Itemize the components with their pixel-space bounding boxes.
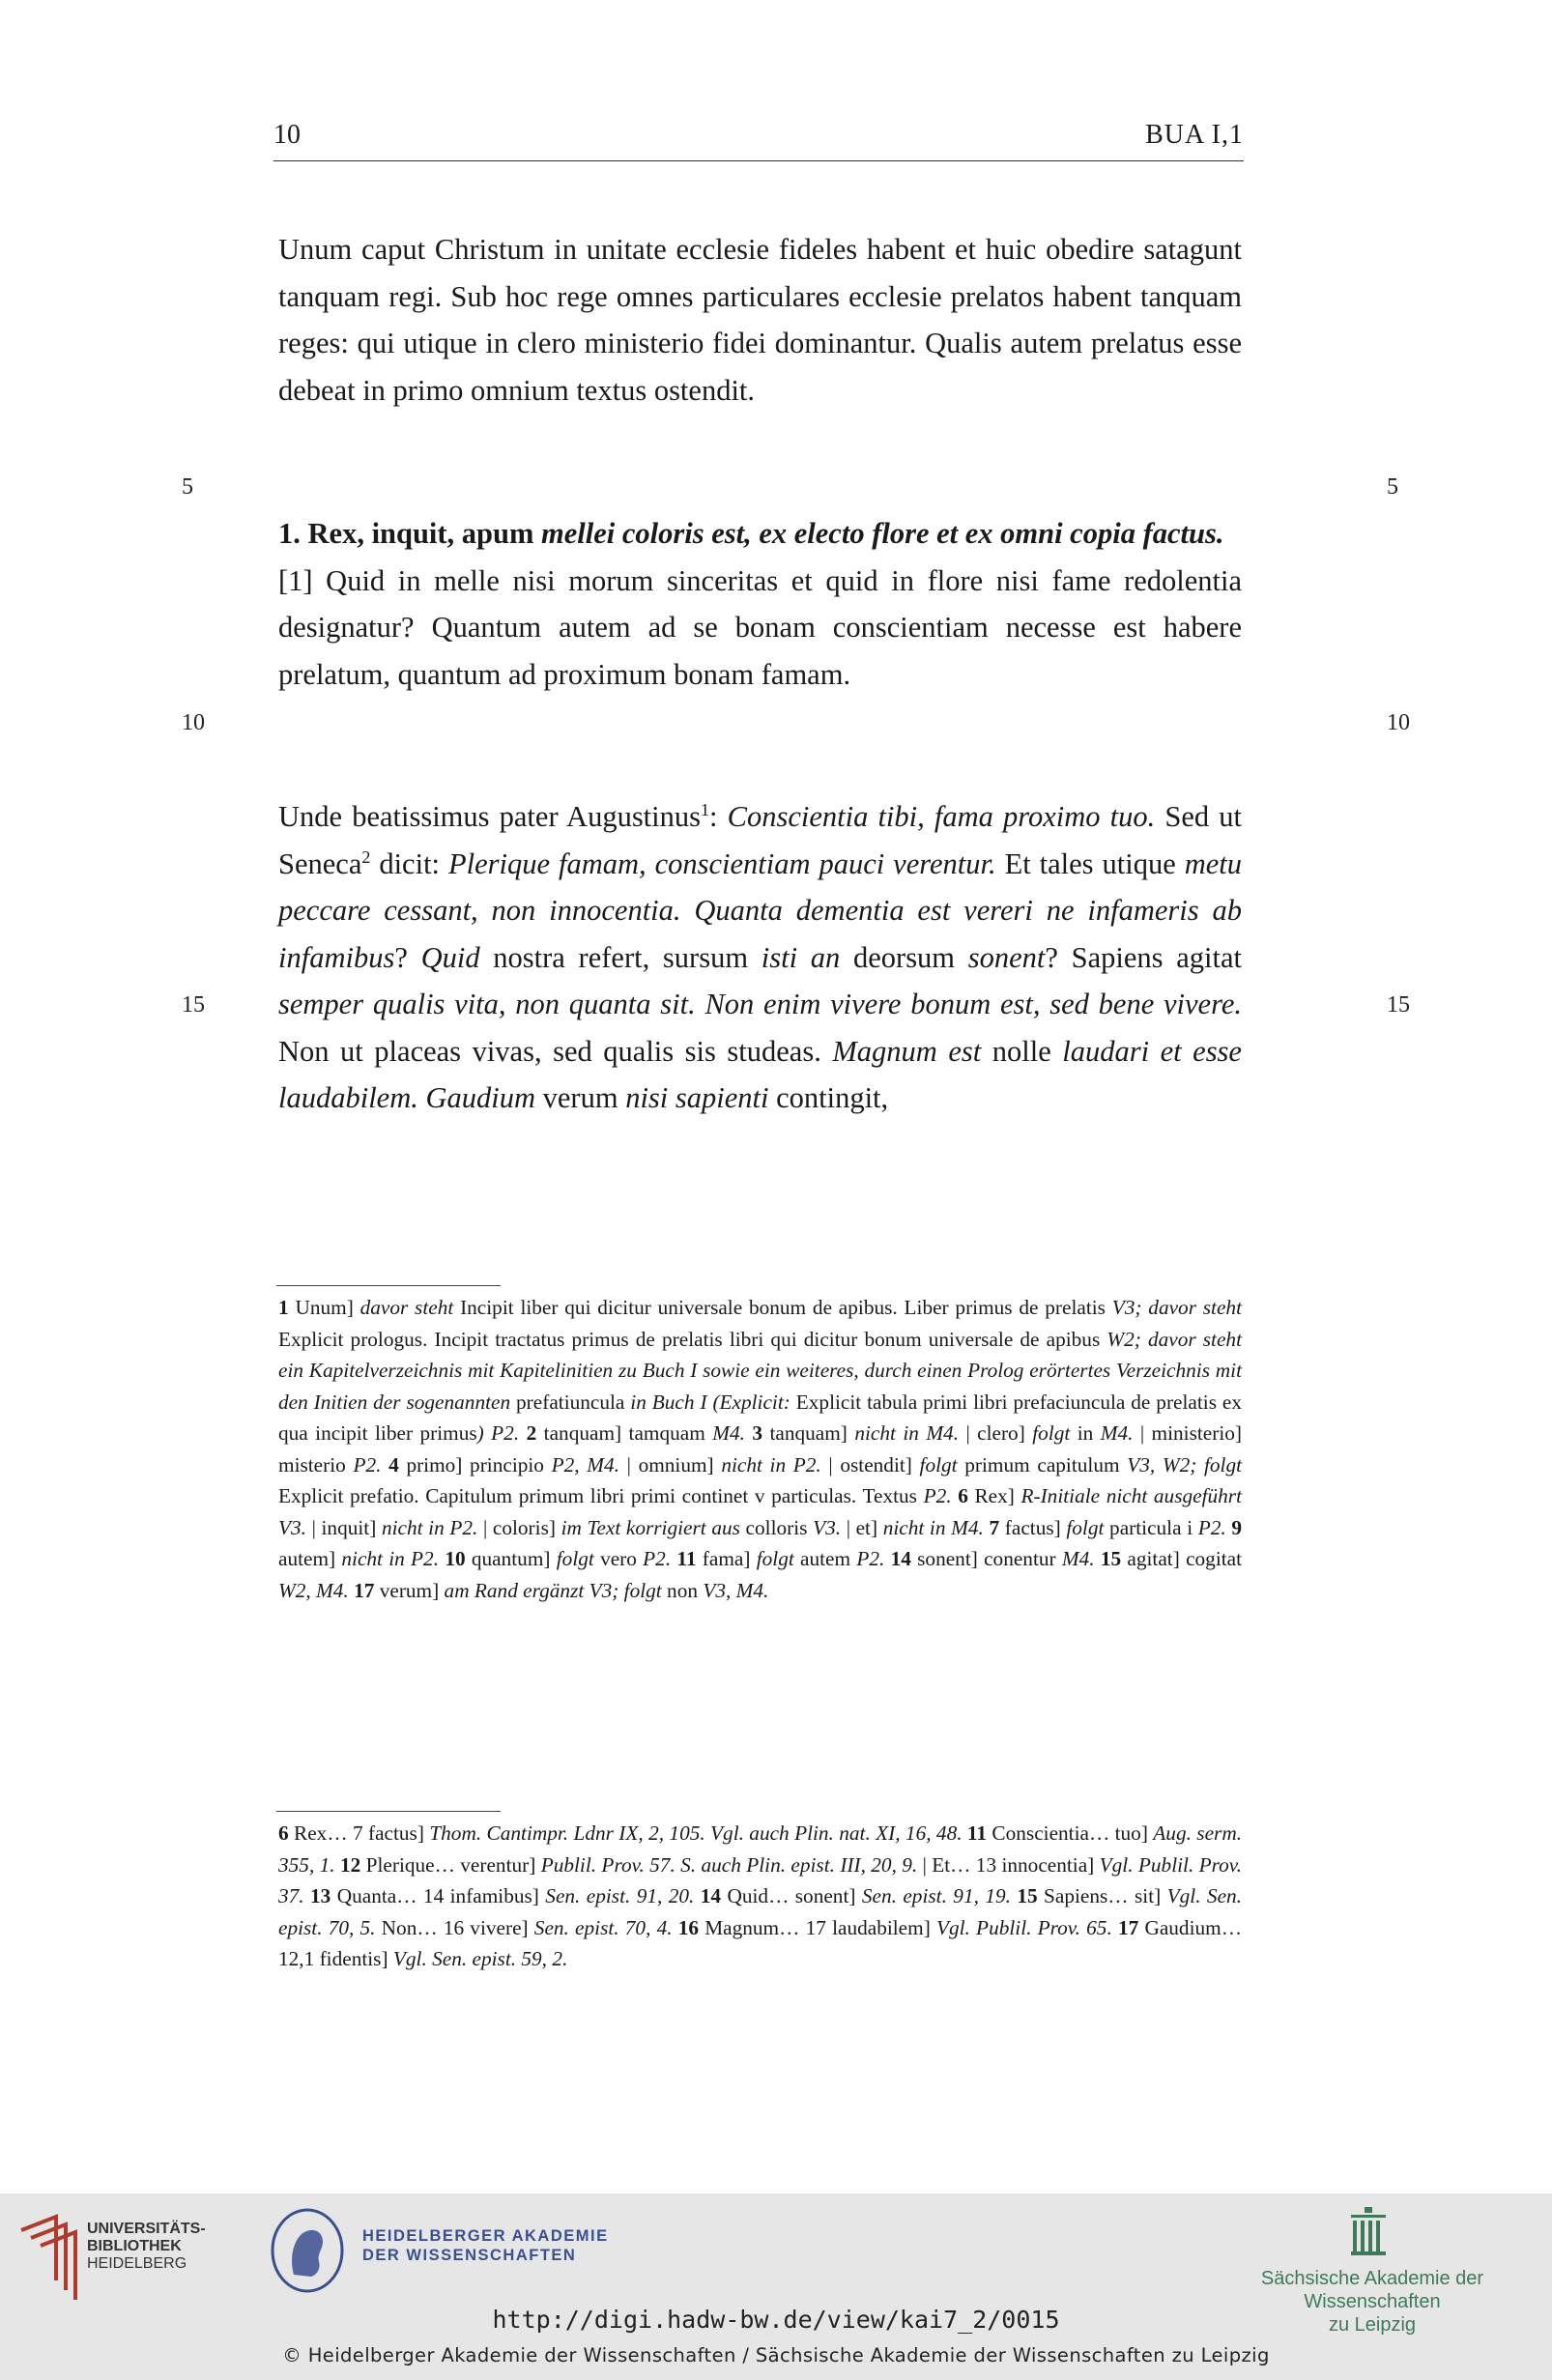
- saw-line-1: Sächsische Akademie der Wissenschaften: [1260, 2268, 1484, 2312]
- quotation-note-marker: 2: [361, 846, 371, 867]
- apparatus-italic-run: V3; davor steht: [1111, 1296, 1242, 1319]
- sources-text-run: Conscientia… tuo]: [987, 1821, 1154, 1845]
- sources-text-run: Sapiens… sit]: [1037, 1884, 1167, 1907]
- apparatus-line-ref: 14: [890, 1547, 911, 1570]
- quotation-italic-run: Conscientia tibi, fama proximo tuo.: [727, 800, 1156, 833]
- apparatus-text-run: Explicit prologus. Incipit tractatus primus de prelatis libri qui dicitur bonum universale de apibus: [278, 1327, 1107, 1351]
- sources-italic-run: Publil. Prov. 57. S. auch Plin. epist. III, 20, 9.: [540, 1852, 918, 1877]
- apparatus-italic-run: nicht in P2.: [341, 1547, 440, 1570]
- sources-italic-run: Sen. epist. 91, 20.: [545, 1884, 695, 1907]
- line-number-left-15: 15: [182, 992, 205, 1018]
- quotation-text-run: Et tales utique: [995, 846, 1185, 880]
- apparatus-line-ref: 3: [752, 1421, 763, 1445]
- quotation-text-run: contingit,: [768, 1081, 889, 1114]
- sources-italic-run: Sen. epist. 70, 4.: [533, 1915, 673, 1939]
- saw-line-2: zu Leipzig: [1328, 2314, 1417, 2336]
- apparatus-text-run: | inquit]: [305, 1515, 382, 1539]
- permalink[interactable]: http://digi.hadw-bw.de/view/kai7_2/0015: [492, 2306, 1060, 2334]
- apparatus-italic-run: davor steht: [359, 1296, 454, 1319]
- apparatus-italic-run: folgt: [1032, 1421, 1071, 1445]
- ub-heidelberg-name: [87, 2221, 206, 2273]
- apparatus-text-run: factus]: [999, 1515, 1067, 1539]
- apparatus-text-run: Incipit liber qui dicitur universale bonum de apibus. Liber primus de prelatis: [453, 1296, 1112, 1319]
- quotation-italic-run: semper qualis vita, non quanta sit. Non enim vivere bonum est, sed bene vivere.: [278, 988, 1242, 1020]
- quotation-italic-run: Quid: [420, 940, 480, 974]
- apparatus-line-ref: 7: [989, 1515, 1000, 1539]
- sources-text-run: Magnum… 17 laudabilem]: [699, 1915, 936, 1939]
- apparatus-text-run: primum capitulum: [957, 1452, 1128, 1477]
- line-number-right-5: 5: [1387, 474, 1398, 500]
- sources-apparatus: [278, 1818, 1242, 1975]
- apparatus-line-ref: 11: [676, 1547, 697, 1570]
- apparatus-line-ref: 2: [526, 1421, 537, 1445]
- quotation-text-run: deorsum: [840, 940, 968, 974]
- apparatus-text-run: verum]: [374, 1578, 445, 1602]
- sources-italic-run: Sen. epist. 91, 19.: [861, 1884, 1011, 1907]
- apparatus-text-run: Explicit prefatio. Capitulum primum libri primi continet v particulas. Textus: [278, 1484, 924, 1507]
- sources-text-run: Quid… sonent]: [721, 1884, 862, 1907]
- apparatus-line-ref: 15: [1100, 1547, 1122, 1570]
- quotation-text-run: Unde beatissimus pater Augustinus: [278, 800, 702, 833]
- quotation-note-marker: 1: [701, 799, 710, 819]
- quotation-italic-run: isti an: [761, 940, 841, 974]
- apparatus-text-run: quantum]: [465, 1547, 557, 1570]
- apparatus-italic-run: V3.: [813, 1515, 842, 1539]
- hadw-line-1: HEIDELBERGER AKADEMIE: [362, 2227, 609, 2245]
- line-number-left-5: 5: [182, 474, 193, 500]
- sources-text-run: Non… 16 vivere]: [375, 1915, 534, 1939]
- apparatus-italic-run: P2.: [643, 1547, 672, 1570]
- quotation-italic-run: Plerique famam, conscientiam pauci verentur.: [447, 846, 996, 880]
- apparatus-italic-run: W2; davor steht ein Kapitelverzeichnis mit Kapitelinitien zu Buch I sowie ein weiteres, durch einen Prolog erörtertes Verzeichnis mit den Initien der sogenannten: [278, 1327, 1242, 1414]
- page-number: 10: [273, 120, 301, 150]
- line-number-right-10: 10: [1387, 710, 1410, 735]
- apparatus-italic-run: folgt: [1066, 1515, 1105, 1539]
- hadw-seal-icon: [269, 2207, 346, 2294]
- quotation-text-run: Non ut placeas vivas, sed qualis sis studeas.: [278, 1034, 833, 1068]
- sources-italic-run: Vgl. Publil. Prov. 37.: [278, 1852, 1242, 1907]
- apparatus-italic-run: R-Initiale nicht ausgeführt V3.: [278, 1484, 1243, 1539]
- quotation-text-run: ?: [394, 940, 421, 974]
- sources-line-ref: 12: [339, 1852, 361, 1877]
- sources-italic-run: Vgl. Publil. Prov. 65.: [935, 1915, 1112, 1939]
- apparatus-text-run: autem]: [278, 1547, 342, 1570]
- apparatus-italic-run: folgt: [756, 1547, 794, 1570]
- apparatus-italic-run: W2, M4.: [278, 1578, 349, 1602]
- apparatus-text-run: | omnium]: [618, 1452, 722, 1477]
- apparatus-text-run: Explicit tabula primi libri prefaciuncula de prelatis ex qua incipit liber primus: [278, 1390, 1242, 1445]
- apparatus-text-run: sonent] conentur: [910, 1547, 1062, 1570]
- sources-text-run: Rex… 7 factus]: [288, 1821, 430, 1845]
- edition-siglum: BUA I,1: [1145, 120, 1244, 150]
- quotation-italic-run: Magnum est: [832, 1034, 982, 1068]
- quotation-text-run: :: [709, 800, 728, 833]
- apparatus-text-run: agitat] cogitat: [1121, 1547, 1243, 1570]
- sources-line-ref: 17: [1117, 1915, 1139, 1939]
- chapter-heading: [278, 510, 1242, 558]
- apparatus-text-run: prefatiuncula: [510, 1390, 631, 1414]
- apparatus-text-run: tanquam]: [762, 1421, 855, 1445]
- apparatus-italic-run: P2, M4.: [551, 1452, 619, 1477]
- line-number-left-10: 10: [182, 710, 205, 735]
- chapter-one: [278, 510, 1242, 698]
- apparatus-italic-run: M4.: [1100, 1421, 1134, 1445]
- ub-line-2: BIBLIOTHEK: [87, 2238, 182, 2254]
- apparatus-italic-run: P2.: [923, 1484, 952, 1507]
- apparatus-text-run: particula i: [1104, 1515, 1198, 1539]
- chapter-body: [1] Quid in melle nisi morum sinceritas et quid in flore nisi fame redolentia designatur? Quantum autem ad se bonam conscientiam necesse est habere prelatum, quantum ad proximum bonam famam.: [278, 563, 1242, 691]
- apparatus-text-run: tanquam] tamquam: [536, 1421, 713, 1445]
- apparatus-italic-run: nicht in P2.: [381, 1515, 478, 1539]
- apparatus-text-run: Rex]: [967, 1484, 1021, 1507]
- sources-text-run: Plerique… verentur]: [360, 1852, 541, 1877]
- hadw-name: [362, 2226, 609, 2265]
- apparatus-italic-run: P2.: [353, 1452, 382, 1477]
- apparatus-italic-run: nicht in M4.: [854, 1421, 960, 1445]
- apparatus-text-run: [519, 1421, 526, 1445]
- apparatus-line-ref: 10: [445, 1547, 466, 1570]
- running-header: [273, 116, 1244, 161]
- apparatus-italic-run: V3, M4.: [703, 1578, 769, 1602]
- quotation-italic-run: laudari et esse laudabilem. Gaudium: [278, 1034, 1242, 1114]
- apparatus-line-ref: 6: [958, 1484, 968, 1507]
- sources-line-ref: 13: [310, 1884, 331, 1907]
- apparatus-italic-run: M4.: [1061, 1547, 1095, 1570]
- hadw-line-2: DER WISSENSCHAFTEN: [362, 2247, 577, 2264]
- apparatus-text-run: non: [661, 1578, 704, 1602]
- apparatus-italic-run: ) P2.: [476, 1421, 520, 1445]
- apparatus-line-ref: 17: [354, 1578, 375, 1602]
- sources-line-ref: 15: [1017, 1884, 1038, 1907]
- ub-line-1: UNIVERSITÄTS-: [87, 2221, 206, 2237]
- apparatus-text-run: | ostendit]: [820, 1452, 920, 1477]
- quotation-text-run: nostra refert, sursum: [479, 940, 762, 974]
- apparatus-italic-run: P2.: [856, 1547, 885, 1570]
- apparatus-italic-run: nicht in P2.: [721, 1452, 821, 1477]
- sources-text-run: Quanta… 14 infamibus]: [331, 1884, 546, 1907]
- sources-text-run: Gaudium… 12,1 fidentis]: [278, 1915, 1243, 1970]
- sources-text-run: | Et… 13 innocentia]: [917, 1852, 1100, 1877]
- heading-lemma: 1. Rex, inquit, apum: [278, 517, 542, 550]
- sources-italic-run: Vgl. Sen. epist. 59, 2.: [392, 1947, 568, 1970]
- line-number-right-15: 15: [1387, 992, 1410, 1018]
- quotation-text-run: ? Sapiens agitat: [1045, 940, 1242, 974]
- apparatus-text-run: in: [1070, 1421, 1101, 1445]
- apparatus-line-ref: 4: [388, 1452, 399, 1477]
- quotation-text-run: Sed ut Seneca: [278, 800, 1242, 880]
- quotation-italic-run: sonent: [967, 940, 1046, 974]
- apparatus-text-run: vero: [593, 1547, 644, 1570]
- apparatus-text-run: fama]: [696, 1547, 757, 1570]
- quotation-text-run: dicit:: [370, 846, 448, 880]
- apparatus-italic-run: folgt: [919, 1452, 958, 1477]
- apparatus-line-ref: 9: [1231, 1515, 1243, 1539]
- intro-paragraph: Unum caput Christum in unitate ecclesie fideles habent et huic obedire satagunt tanquam regi. Sub hoc rege omnes particulares ecclesie prelatos habent tanquam reges: qui utique in clero ministerio fidei dominantur. Qualis autem prelatus esse debeat in primo omnium textus ostendit.: [278, 233, 1242, 407]
- quotation-text-run: verum: [535, 1081, 626, 1114]
- apparatus-italic-run: am Rand ergänzt V3; folgt: [444, 1578, 662, 1602]
- sources-line-ref: 6: [278, 1821, 289, 1845]
- quotation-italic-run: nisi sapienti: [625, 1081, 769, 1114]
- sources-line-ref: 14: [700, 1884, 722, 1907]
- sources-line-ref: 11: [966, 1821, 988, 1845]
- sources-italic-run: Thom. Cantimpr. Ldnr IX, 2, 105. Vgl. auch Plin. nat. XI, 16, 48.: [429, 1821, 963, 1845]
- apparatus-italic-run: V3, W2; folgt: [1127, 1452, 1243, 1477]
- apparatus-text-run: | ministerio] misterio: [278, 1421, 1243, 1477]
- apparatus-rule: [276, 1285, 501, 1286]
- apparatus-italic-run: in Buch I (Explicit:: [630, 1390, 790, 1414]
- apparatus-text-run: | coloris]: [477, 1515, 561, 1539]
- quotation-paragraph: [278, 793, 1242, 1122]
- copyright-notice: © Heidelberger Akademie der Wissenschaften / Sächsische Akademie der Wissenschaften zu Leipzig: [282, 2344, 1270, 2366]
- apparatus-text-run: [381, 1453, 388, 1477]
- apparatus-italic-run: M4.: [712, 1421, 745, 1445]
- sources-italic-run: Aug. serm. 355, 1.: [278, 1821, 1243, 1877]
- heading-quote: mellei coloris est, ex electo flore et ex omni copia factus.: [541, 517, 1224, 550]
- apparatus-text-run: | clero]: [959, 1421, 1033, 1445]
- critical-apparatus: [278, 1292, 1242, 1606]
- apparatus-italic-run: im Text korrigiert aus: [560, 1515, 740, 1539]
- apparatus-italic-run: P2.: [1197, 1515, 1226, 1539]
- apparatus-text-run: colloris: [739, 1515, 814, 1539]
- apparatus-text-run: Unum]: [288, 1296, 360, 1319]
- apparatus-text-run: autem: [793, 1547, 857, 1570]
- ub-line-3: HEIDELBERG: [87, 2255, 187, 2272]
- apparatus-text-run: primo] principio: [398, 1452, 552, 1477]
- apparatus-italic-run: nicht in M4.: [882, 1515, 984, 1539]
- sources-rule: [276, 1811, 501, 1812]
- apparatus-italic-run: folgt: [556, 1547, 594, 1570]
- sources-line-ref: 16: [677, 1915, 700, 1939]
- apparatus-text-run: | et]: [841, 1515, 883, 1539]
- quotation-italic-run: metu peccare cessant, non innocentia. Quanta dementia est vereri ne infameris ab infamibus: [278, 846, 1242, 974]
- quotation-text-run: nolle: [981, 1034, 1063, 1068]
- sources-italic-run: Vgl. Sen. epist. 70, 5.: [278, 1884, 1242, 1939]
- apparatus-line-ref: 1: [278, 1296, 289, 1319]
- saw-building-icon: [1349, 2207, 1388, 2257]
